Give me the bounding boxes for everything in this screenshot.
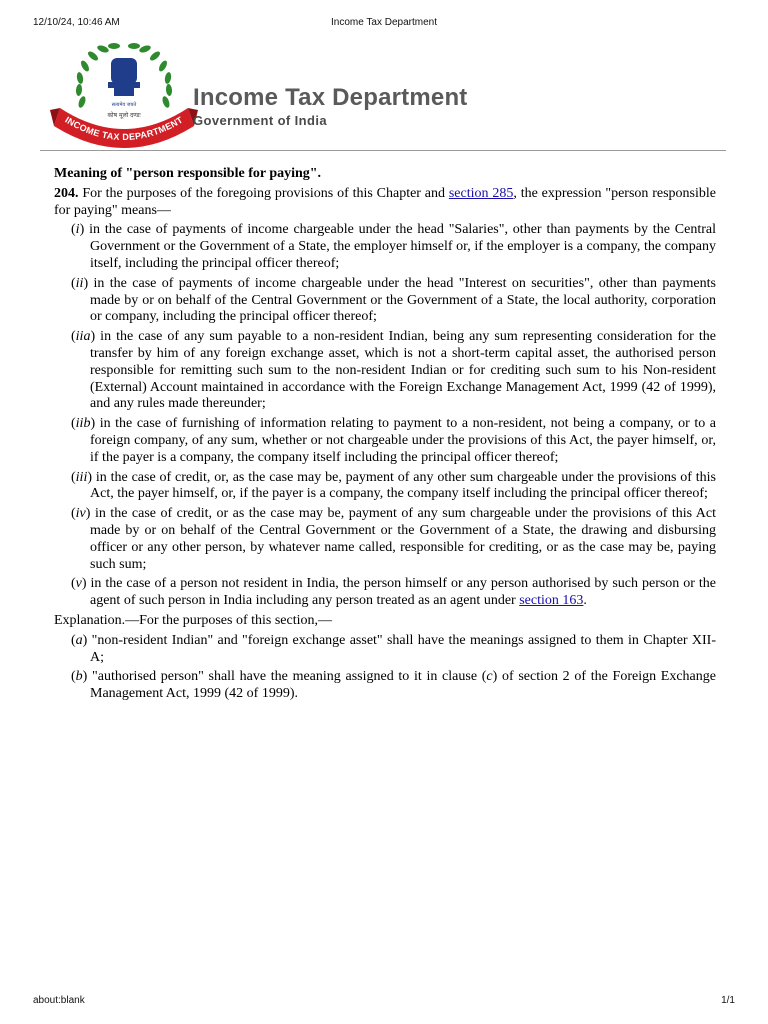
print-header — [33, 17, 735, 31]
section-intro: 204. For the purposes of the foregoing provisions of this Chapter and section 285, the expression "person responsible for paying" means— — [54, 185, 717, 218]
svg-text:सत्यमेव जयते: सत्यमेव जयते — [111, 102, 137, 108]
section-163-link[interactable]: section 163 — [519, 593, 584, 609]
print-footer — [33, 995, 735, 1009]
print-url: about:blank — [33, 995, 85, 1006]
section-content — [54, 166, 716, 706]
section-number: 204. — [54, 185, 79, 201]
income-tax-emblem-icon — [48, 38, 198, 148]
section-285-link[interactable]: section 285 — [448, 185, 514, 201]
explanation-b: (b) "authorised person" shall have the meaning assigned to it in clause (c) of section 2 of the Foreign Exchange Management Act, 1999 (42 of 1999). — [71, 669, 716, 702]
print-page-title: Income Tax Department — [331, 17, 437, 28]
brand — [193, 84, 468, 129]
explanation-a: (a) "non-resident Indian" and "foreign exchange asset" shall have the meanings assigned to them in Chapter XII-A; — [71, 632, 716, 665]
clause-v: (v) in the case of a person not resident in India, the person himself or any person authorised by such person or the agent of such person in India including any person treated as an agent under section 163. — [71, 576, 716, 609]
section-heading: Meaning of "person responsible for paying". — [54, 166, 322, 181]
clause-iib: (iib) in the case of furnishing of information relating to payment to a non-resident, not being a company, or to a foreign company, of any sum, whether or not chargeable under the provisions of this Act, the payer himself, or, if the payer is a company, the company itself including the principal officer thereof; — [71, 416, 716, 465]
print-page-count: 1/1 — [721, 995, 735, 1006]
emblem-ribbon-text: INCOME TAX DEPARTMENT — [63, 114, 185, 143]
explanation: Explanation.—For the purposes of this section,— — [54, 612, 333, 628]
clause-iii: (iii) in the case of credit, or, as the case may be, payment of any other sum chargeable under the provisions of this Act, the payer himself, or, if the payer is a company, the company itself including the principal officer thereof; — [71, 469, 716, 502]
print-datetime: 12/10/24, 10:46 AM — [33, 17, 120, 28]
clause-ii: (ii) in the case of payments of income chargeable under the head "Interest on securities", other than payments made by or on behalf of the Central Government or the Government of a State, the local authority, corporation or company, including the principal officer thereof; — [71, 275, 716, 325]
clause-iia: (iia) in the case of any sum payable to a non-resident Indian, being any sum representing consideration for the transfer by him of any foreign exchange asset, which is not a short-term capital asset, the authorised person responsible for remitting such sum to the non-resident Indian or for crediting such sum to his Non-resident (External) Account maintained in accordance with the Foreign Exchange Management Act, 1999 (42 of 1999), and any rules made thereunder; — [71, 329, 716, 412]
svg-text:कोष मूलो दण्डः: कोष मूलो दण्डः — [107, 112, 141, 119]
clause-i: (i) in the case of payments of income chargeable under the head "Salaries", other than payments by the Central Government or the Government of a State, the employer himself or, if the employer is a company, the company itself, including the principal officer thereof; — [71, 222, 716, 271]
site-header — [40, 34, 730, 144]
clause-iv: (iv) in the case of credit, or as the case may be, payment of any sum chargeable under the provisions of this Act made by or on behalf of the Central Government or the Government of a State, the drawing and disbursing officer or any other person, by whatever name called, responsible for crediting, or as the case may be, paying such sum; — [71, 506, 716, 572]
site-title: Income Tax Department — [193, 84, 468, 111]
header-divider — [40, 150, 726, 151]
site-subtitle: Government of India — [193, 113, 328, 128]
